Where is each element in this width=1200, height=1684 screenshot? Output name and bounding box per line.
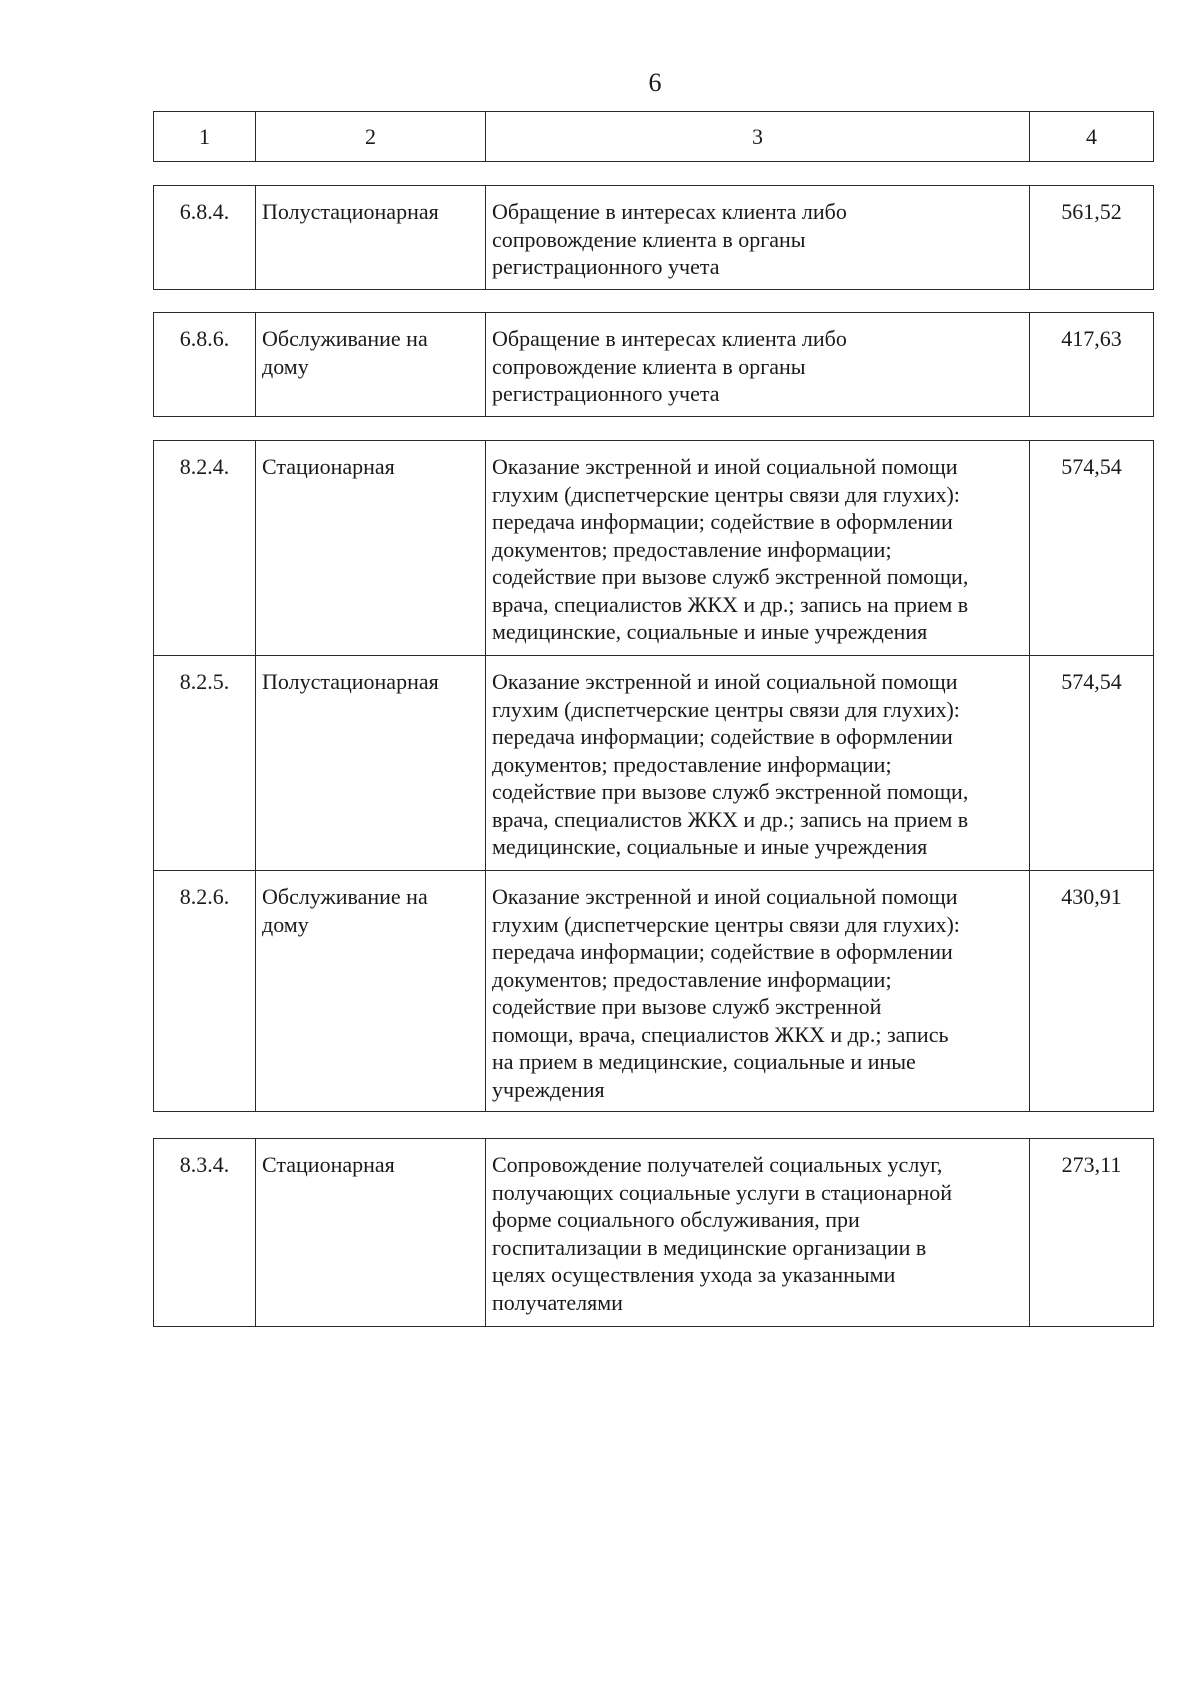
table-row	[154, 186, 1154, 290]
service-form: Полустационарная	[256, 656, 486, 871]
column-header-1: 1	[154, 112, 256, 162]
column-header-row	[154, 112, 1154, 162]
table-row	[154, 1139, 1154, 1327]
service-price: 417,63	[1030, 313, 1154, 417]
column-header-table	[153, 111, 1154, 162]
service-form: Полустационарная	[256, 186, 486, 290]
service-form: Обслуживание на дому	[256, 313, 486, 417]
table-block	[153, 185, 1154, 290]
service-description: Оказание экстренной и иной социальной помощи глухим (диспетчерские центры связи для глухих): передача информации; содействие в оформлении документов; предоставление информации; содействие при вызове служб экстренной помощи, врача, специалистов ЖКХ и др.; запись на прием в медицинские, социальные и иные учреждения	[486, 871, 1030, 1112]
column-header-2: 2	[256, 112, 486, 162]
table-row	[154, 656, 1154, 871]
table-row	[154, 441, 1154, 656]
service-description: Сопровождение получателей социальных услуг, получающих социальные услуги в стационарной форме социального обслуживания, при госпитализации в медицинские организации в целях осуществления ухода за указанными получателями	[486, 1139, 1030, 1327]
page-number: 6	[648, 68, 662, 97]
table-block	[153, 440, 1154, 1112]
table-row	[154, 313, 1154, 417]
service-form: Обслуживание на дому	[256, 871, 486, 1112]
service-code: 8.3.4.	[154, 1139, 256, 1327]
service-price: 574,54	[1030, 441, 1154, 656]
service-code: 6.8.6.	[154, 313, 256, 417]
service-code: 8.2.6.	[154, 871, 256, 1112]
service-price: 561,52	[1030, 186, 1154, 290]
service-description: Обращение в интересах клиента либо сопровождение клиента в органы регистрационного учета	[486, 313, 1030, 417]
service-description: Оказание экстренной и иной социальной помощи глухим (диспетчерские центры связи для глухих): передача информации; содействие в оформлении документов; предоставление информации; содействие при вызове служб экстренной помощи, врача, специалистов ЖКХ и др.; запись на прием в медицинские, социальные и иные учреждения	[486, 441, 1030, 656]
service-code: 8.2.5.	[154, 656, 256, 871]
table-block	[153, 312, 1154, 417]
service-code: 8.2.4.	[154, 441, 256, 656]
service-price: 273,11	[1030, 1139, 1154, 1327]
service-code: 6.8.4.	[154, 186, 256, 290]
service-form: Стационарная	[256, 441, 486, 656]
service-form: Стационарная	[256, 1139, 486, 1327]
service-price: 430,91	[1030, 871, 1154, 1112]
service-price: 574,54	[1030, 656, 1154, 871]
column-header-4: 4	[1030, 112, 1154, 162]
column-header-3: 3	[486, 112, 1030, 162]
service-description: Оказание экстренной и иной социальной помощи глухим (диспетчерские центры связи для глухих): передача информации; содействие в оформлении документов; предоставление информации; содействие при вызове служб экстренной помощи, врача, специалистов ЖКХ и др.; запись на прием в медицинские, социальные и иные учреждения	[486, 656, 1030, 871]
service-description: Обращение в интересах клиента либо сопровождение клиента в органы регистрационного учета	[486, 186, 1030, 290]
table-row	[154, 871, 1154, 1112]
table-block	[153, 1138, 1154, 1327]
